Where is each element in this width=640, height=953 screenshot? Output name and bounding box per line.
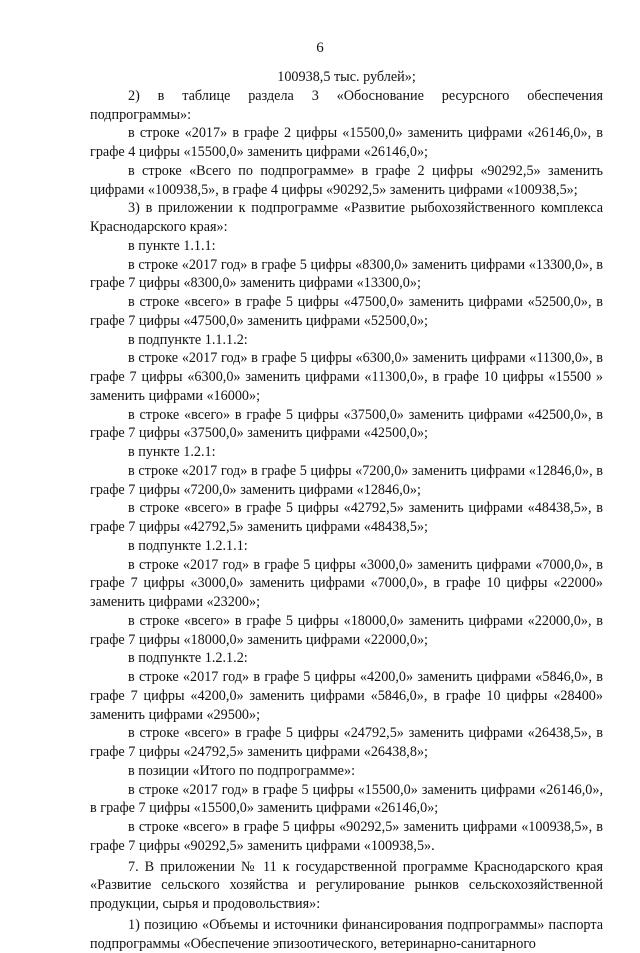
paragraph: в строке «2017 год» в графе 5 цифры «15500,0» заменить цифрами «26146,0», в графе 7 цифры «15500,0» заменить цифрами «26146,0»; xyxy=(90,781,603,817)
paragraph: в строке «2017 год» в графе 5 цифры «6300,0» заменить цифрами «11300,0», в графе 7 цифры «6300,0» заменить цифрами «11300,0», в графе 10 цифры «15500 » заменить цифрами «16000»; xyxy=(90,350,603,404)
paragraph: в пункте 1.1.1: xyxy=(128,237,216,254)
paragraph: 2) в таблице раздела 3 «Обоснование ресурсного обеспечения подпрограммы»: xyxy=(90,87,603,123)
paragraph: в строке «всего» в графе 5 цифры «37500,0» заменить цифрами «42500,0», в графе 7 цифры «37500,0» заменить цифрами «42500,0»; xyxy=(90,406,603,442)
paragraph: в строке «всего» в графе 5 цифры «18000,0» заменить цифрами «22000,0», в графе 7 цифры «18000,0» заменить цифрами «22000,0»; xyxy=(90,612,603,648)
paragraph: в строке «2017 год» в графе 5 цифры «8300,0» заменить цифрами «13300,0», в графе 7 цифры «8300,0» заменить цифрами «13300,0»; xyxy=(90,256,603,292)
paragraph: в строке «2017 год» в графе 5 цифры «4200,0» заменить цифрами «5846,0», в графе 7 цифры «4200,0» заменить цифрами «5846,0», в графе 10 цифры «28400» заменить цифрами «29500»; xyxy=(90,669,603,723)
paragraph: 100938,5 тыс. рублей»; xyxy=(277,69,416,85)
paragraph: 3) в приложении к подпрограмме «Развитие рыбохозяйственного комплекса Краснодарского края»: xyxy=(90,200,603,235)
paragraph: 1) позицию «Объемы и источники финансирования подпрограммы» паспорта подпрограммы «Обеспечение эпизоотического, ветеринарно-санитарного xyxy=(90,916,603,952)
paragraph: в строке «2017 год» в графе 5 цифры «3000,0» заменить цифрами «7000,0», в графе 7 цифры «3000,0» заменить цифрами «7000,0», в графе 10 цифры «22000» заменить цифрами «23200»; xyxy=(90,556,603,610)
paragraph: в строке «2017 год» в графе 5 цифры «7200,0» заменить цифрами «12846,0», в графе 7 цифры «7200,0» заменить цифрами «12846,0»; xyxy=(90,462,603,498)
paragraph: в строке «всего» в графе 5 цифры «90292,5» заменить цифрами «100938,5», в графе 7 цифры «90292,5» заменить цифрами «100938,5». xyxy=(90,819,603,854)
paragraph: в строке «2017» в графе 2 цифры «15500,0» заменить цифрами «26146,0», в графе 4 цифры «15500,0» заменить цифрами «26146,0»; xyxy=(90,125,603,160)
paragraph: в строке «всего» в графе 5 цифры «24792,5» заменить цифрами «26438,5», в графе 7 цифры «24792,5» заменить цифрами «26438,8»; xyxy=(90,725,603,760)
document-body xyxy=(90,68,603,953)
paragraph: в подпункте 1.1.1.2: xyxy=(128,331,248,348)
page-number: 6 xyxy=(316,40,324,56)
paragraph: в строке «всего» в графе 5 цифры «47500,0» заменить цифрами «52500,0», в графе 7 цифры «47500,0» заменить цифрами «52500,0»; xyxy=(90,294,603,329)
paragraph: в строке «Всего по подпрограмме» в графе 2 цифры «90292,5» заменить цифрами «100938,5», в графе 4 цифры «90292,5» заменить цифрами «100938,5»; xyxy=(90,162,603,198)
paragraph: в подпункте 1.2.1.1: xyxy=(128,537,248,554)
paragraph: 7. В приложении № 11 к государственной программе Краснодарского края «Развитие сельского хозяйства и регулирование рынков сельскохозяйственной продукции, сырья и продовольствия»: xyxy=(90,858,603,912)
paragraph: в подпункте 1.2.1.2: xyxy=(128,650,248,667)
paragraph: в позиции «Итого по подпрограмме»: xyxy=(128,762,356,779)
paragraph: в строке «всего» в графе 5 цифры «42792,5» заменить цифрами «48438,5», в графе 7 цифры «42792,5» заменить цифрами «48438,5»; xyxy=(90,500,603,535)
paragraph: в пункте 1.2.1: xyxy=(128,444,216,460)
